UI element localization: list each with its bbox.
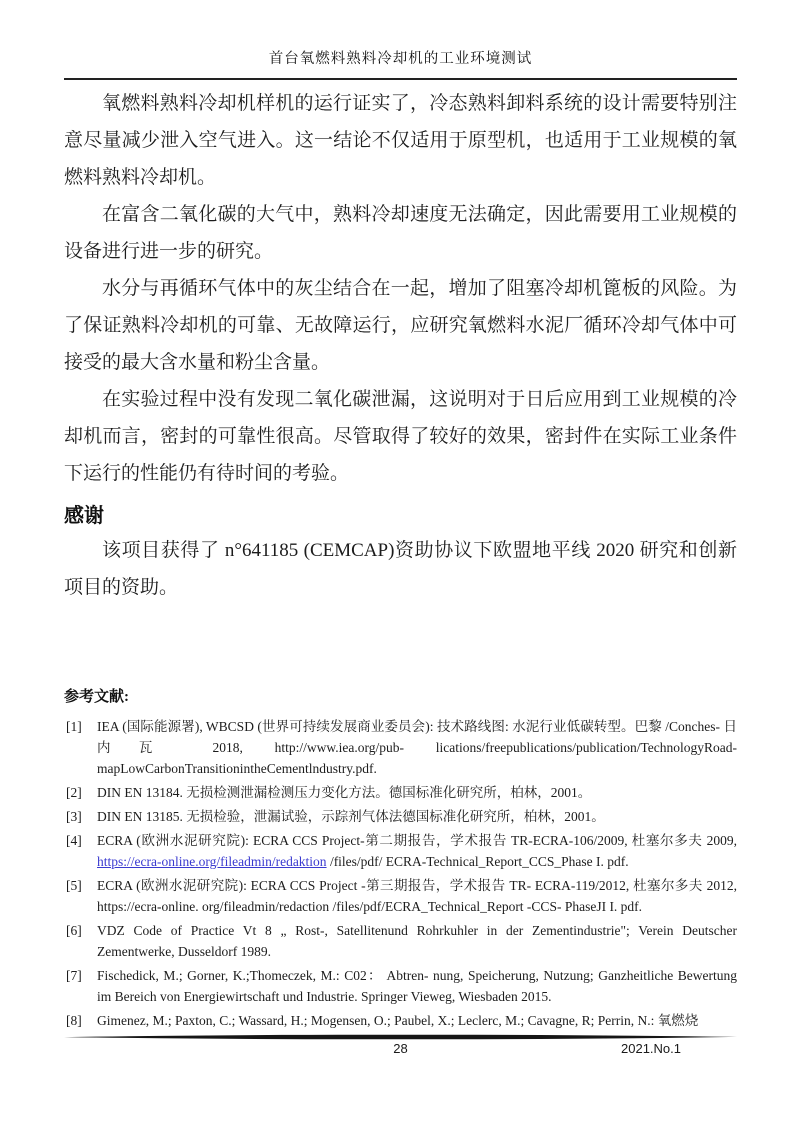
header-rule <box>64 78 737 80</box>
acknowledgments-text: 该项目获得了 n°641185 (CEMCAP)资助协议下欧盟地平线 2020 研究和创新项目的资助。 <box>64 540 737 598</box>
reference-text: /files/pdf/ ECRA-Technical_Report_CCS_Phase I. pdf. <box>326 854 629 869</box>
reference-item <box>64 782 737 803</box>
reference-marker: [6] <box>66 923 82 938</box>
references-heading: 参考文献: <box>64 689 129 705</box>
reference-text: VDZ Code of Practice Vt 8 „ Rost-, Satellitenund Rohrkuhler in der Zementindustrie"; Verein Deutscher Zementwerke, Dusseldorf 1989. <box>97 923 737 959</box>
body-paragraph: 氧燃料熟料冷却机样机的运行证实了，冷态熟料卸料系统的设计需要特别注意尽量减少泄入空气进入。这一结论不仅适用于原型机，也适用于工业规模的氧燃料熟料冷却机。 <box>64 93 737 188</box>
reference-marker: [8] <box>66 1013 82 1028</box>
reference-marker: [3] <box>66 809 82 824</box>
reference-text: IEA (国际能源署), WBCSD (世界可持续发展商业委员会): 技术路线图: 水泥行业低碳转型。巴黎 /Conches- 日内瓦 2018, http://www.iea.org/pub- lications/freepublications/publication/TechnologyRoad-mapLowCarbonTransitionintheCementlndustry.pdf. <box>97 719 737 776</box>
body-paragraph: 在富含二氧化碳的大气中，熟料冷却速度无法确定，因此需要用工业规模的设备进行进一步的研究。 <box>64 204 737 262</box>
reference-text: Fischedick, M.; Gorner, K.;Thomeczek, M.: C02： Abtren- nung, Speicherung, Nutzung; Ganzheitliche Bewertung im Bereich von Energiewirtschaft und Industrie. Springer Vieweg, Wiesbaden 2015. <box>97 968 737 1004</box>
body-paragraph: 在实验过程中没有发现二氧化碳泄漏，这说明对于日后应用到工业规模的冷却机而言，密封的可靠性很高。尽管取得了较好的效果，密封件在实际工业条件下运行的性能仍有待时间的考验。 <box>64 389 737 484</box>
body-text <box>64 85 737 492</box>
references-list <box>64 716 737 1031</box>
reference-text: Gimenez, M.; Paxton, C.; Wassard, H.; Mogensen, O.; Paubel, X.; Leclerc, M.; Cavagne, R; Perrin, N.: 氧燃烧 <box>97 1013 699 1028</box>
footer-rule <box>64 1034 737 1040</box>
footer-texts <box>64 1041 737 1059</box>
body-paragraph: 水分与再循环气体中的灰尘结合在一起，增加了阻塞冷却机篦板的风险。为了保证熟料冷却机的可靠、无故障运行，应研究氧燃料水泥厂循环冷却气体中可接受的最大含水量和粉尘含量。 <box>64 278 737 373</box>
issue-label: 2021.No.1 <box>621 1041 681 1056</box>
page-footer <box>64 1034 737 1059</box>
reference-marker: [5] <box>66 878 82 893</box>
reference-text: ECRA (欧洲水泥研究院): ECRA CCS Project -第三期报告，学术报告 TR- ECRA-119/2012, 杜塞尔多夫 2012, https://ecra-online. org/fileadmin/redaction /files/pdf/ECRA_Technical_Report -CCS- PhaseJI I. pdf. <box>97 878 737 914</box>
reference-marker: [1] <box>66 719 82 734</box>
reference-text: DIN EN 13184. 无损检测泄漏检测压力变化方法。德国标准化研究所，柏林，2001。 <box>97 785 592 800</box>
reference-item <box>64 875 737 917</box>
reference-item <box>64 965 737 1007</box>
reference-text: DIN EN 13185. 无损检验，泄漏试验，示踪剂气体法德国标准化研究所，柏林，2001。 <box>97 809 605 824</box>
reference-item <box>64 716 737 779</box>
reference-marker: [7] <box>66 968 82 983</box>
page-number: 28 <box>393 1041 408 1056</box>
reference-text: ECRA (欧洲水泥研究院): ECRA CCS Project-第二期报告，学术报告 TR-ECRA-106/2009, 杜塞尔多夫 2009, <box>97 833 737 848</box>
reference-item <box>64 1010 737 1031</box>
reference-item <box>64 806 737 827</box>
acknowledgments-heading: 感谢 <box>64 505 104 527</box>
reference-marker: [2] <box>66 785 82 800</box>
reference-hyperlink[interactable]: https://ecra-online.org/fileadmin/redaktion <box>97 854 327 869</box>
running-header-title: 首台氧燃料熟料冷却机的工业环境测试 <box>268 51 533 67</box>
reference-item <box>64 920 737 962</box>
reference-marker: [4] <box>66 833 82 848</box>
reference-item <box>64 830 737 872</box>
